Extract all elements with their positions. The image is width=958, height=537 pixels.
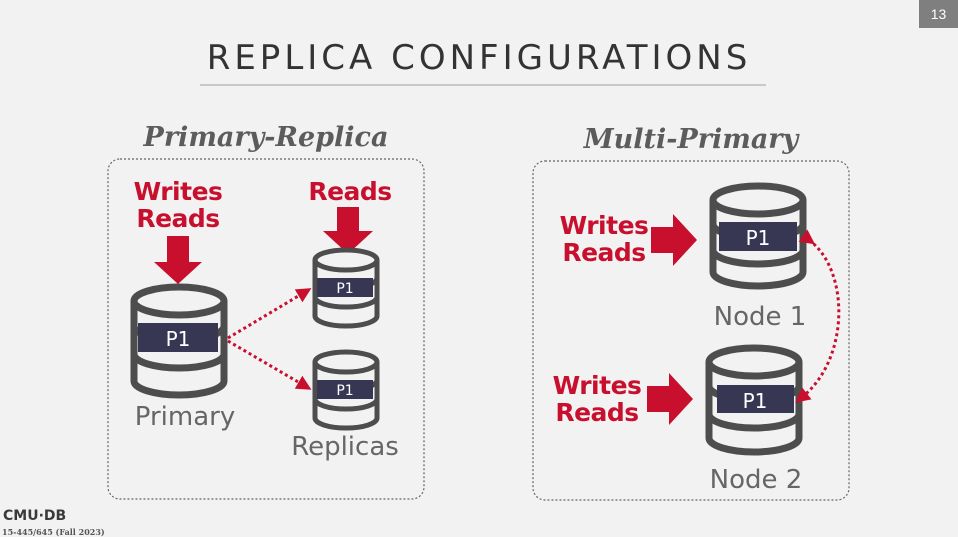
course-label: 15-445/645 (Fall 2023) — [2, 527, 105, 537]
node2-partition-label: P1 — [742, 389, 768, 413]
node1-label: Node 1 — [713, 302, 807, 332]
primary-replica-heading: Primary-Replica — [143, 122, 389, 153]
slide-number: 13 — [919, 0, 958, 28]
replica-reads-label: Reads — [308, 177, 392, 206]
primary-reads-label: Reads — [136, 204, 220, 233]
replica-read-arrow — [323, 207, 373, 254]
primary-write-arrow — [154, 236, 202, 284]
replica2-partition-label: P1 — [336, 383, 354, 399]
node2-label: Node 2 — [709, 465, 803, 495]
multi-primary-heading: Multi-Primary — [583, 124, 799, 155]
multi-primary-sync-arrow — [801, 240, 839, 398]
primary-partition-label: P1 — [165, 327, 191, 351]
replica1-partition-label: P1 — [336, 281, 354, 297]
replication-arrow-2 — [228, 341, 305, 386]
node1-writes-label: Writes — [559, 211, 649, 240]
replication-arrow-1 — [228, 292, 305, 338]
node2-reads-label: Reads — [555, 398, 639, 427]
cmu-db-logo: CMU·DB — [3, 508, 67, 524]
replicas-label: Replicas — [291, 432, 399, 462]
primary-writes-label: Writes — [133, 177, 223, 206]
page-title: REPLICA CONFIGURATIONS — [206, 38, 752, 78]
node2-arrow — [647, 373, 693, 425]
node1-arrow — [651, 214, 697, 266]
primary-label: Primary — [134, 402, 236, 432]
node1-reads-label: Reads — [562, 238, 646, 267]
node1-partition-label: P1 — [745, 226, 771, 250]
node2-writes-label: Writes — [552, 371, 642, 400]
